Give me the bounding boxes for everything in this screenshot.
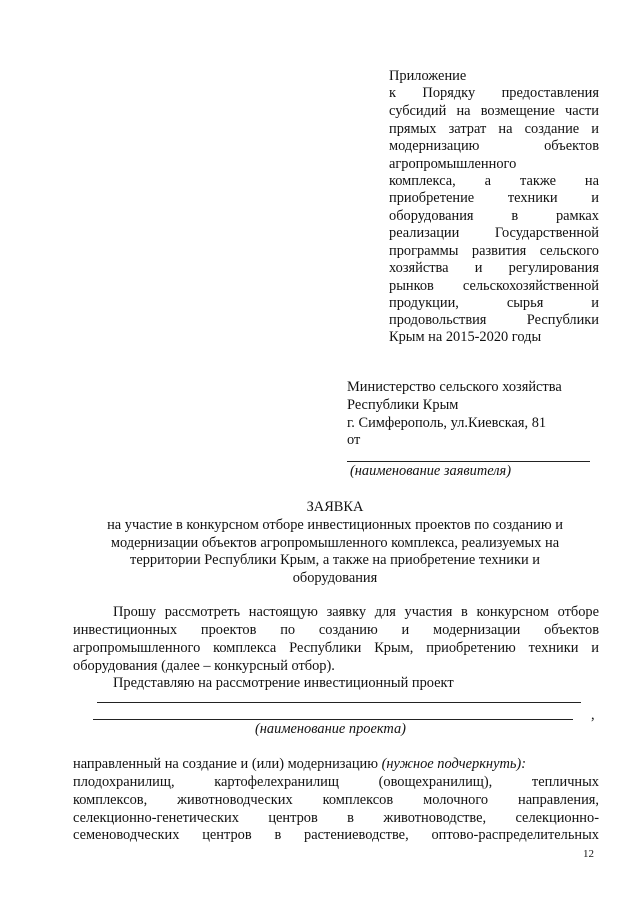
appendix-line: комплекса, а также на [389,173,599,189]
project-name-line [97,702,581,703]
appendix-line: продукции, сырья и [389,295,599,311]
page-number: 12 [583,848,594,860]
project-caption: (наименование проекта) [255,721,406,737]
appendix-line: приобретение техники и [389,190,599,206]
body-line: Прошу рассмотреть настоящую заявку для участия в конкурсном отборе [113,604,599,620]
body-line: агропромышленного комплекса Республики Крым, приобретению техники и [73,640,599,656]
appendix-line: Приложение [389,68,467,84]
applicant-name-line [347,461,590,462]
appendix-line: к Порядку предоставления [389,85,599,101]
addressee-line: от [347,432,361,448]
appendix-line: оборудования в рамках [389,208,599,224]
addressee-line: Республики Крым [347,397,459,413]
document-title: ЗАЯВКА [306,499,364,515]
appendix-line: Крым на 2015-2020 годы [389,329,542,345]
addressee-line: Министерство сельского хозяйства [347,379,562,395]
appendix-line: рынков сельскохозяйственной [389,278,599,294]
applicant-caption: (наименование заявителя) [350,463,512,479]
body-line: селекционно-генетических центров в животноводстве, селекционно- [73,810,599,826]
body-note: (нужное подчеркнуть): [381,756,526,772]
body-line: комплексов, животноводческих комплексов молочного направления, [73,792,599,808]
body-line: плодохранилищ, картофелехранилищ (овощехранилищ), тепличных [73,774,599,790]
body-line [73,756,526,772]
title-subtitle-line: на участие в конкурсном отборе инвестиционных проектов по созданию и [107,517,563,533]
appendix-line: модернизацию объектов [389,138,599,154]
title-subtitle-line: территории Республики Крым, а также на приобретение техники и [130,552,540,568]
appendix-line: субсидий на возмещение части [389,103,599,119]
title-subtitle-line: модернизации объектов агропромышленного комплекса, реализуемых на [110,535,560,551]
body-line: семеноводческих центров в растениеводстве, оптово-распределительных [73,827,599,843]
appendix-line: программы развития сельского [389,243,599,259]
appendix-line: прямых затрат на создание и [389,121,599,137]
appendix-line: хозяйства и регулирования [389,260,599,276]
addressee-line: г. Симферополь, ул.Киевская, 81 [347,415,547,431]
body-line: инвестиционных проектов по созданию и модернизации объектов [73,622,599,638]
body-line: оборудования (далее – конкурсный отбор). [73,658,335,674]
appendix-line: продовольствия Республики [389,312,599,328]
appendix-line: агропромышленного [389,156,517,172]
title-subtitle-line: оборудования [292,570,378,586]
appendix-line: реализации Государственной [389,225,599,241]
comma: , [591,707,595,723]
project-name-line [93,719,573,720]
body-line: Представляю на рассмотрение инвестиционный проект [113,675,454,691]
body-text: направленный на создание и (или) модернизацию [73,756,378,772]
